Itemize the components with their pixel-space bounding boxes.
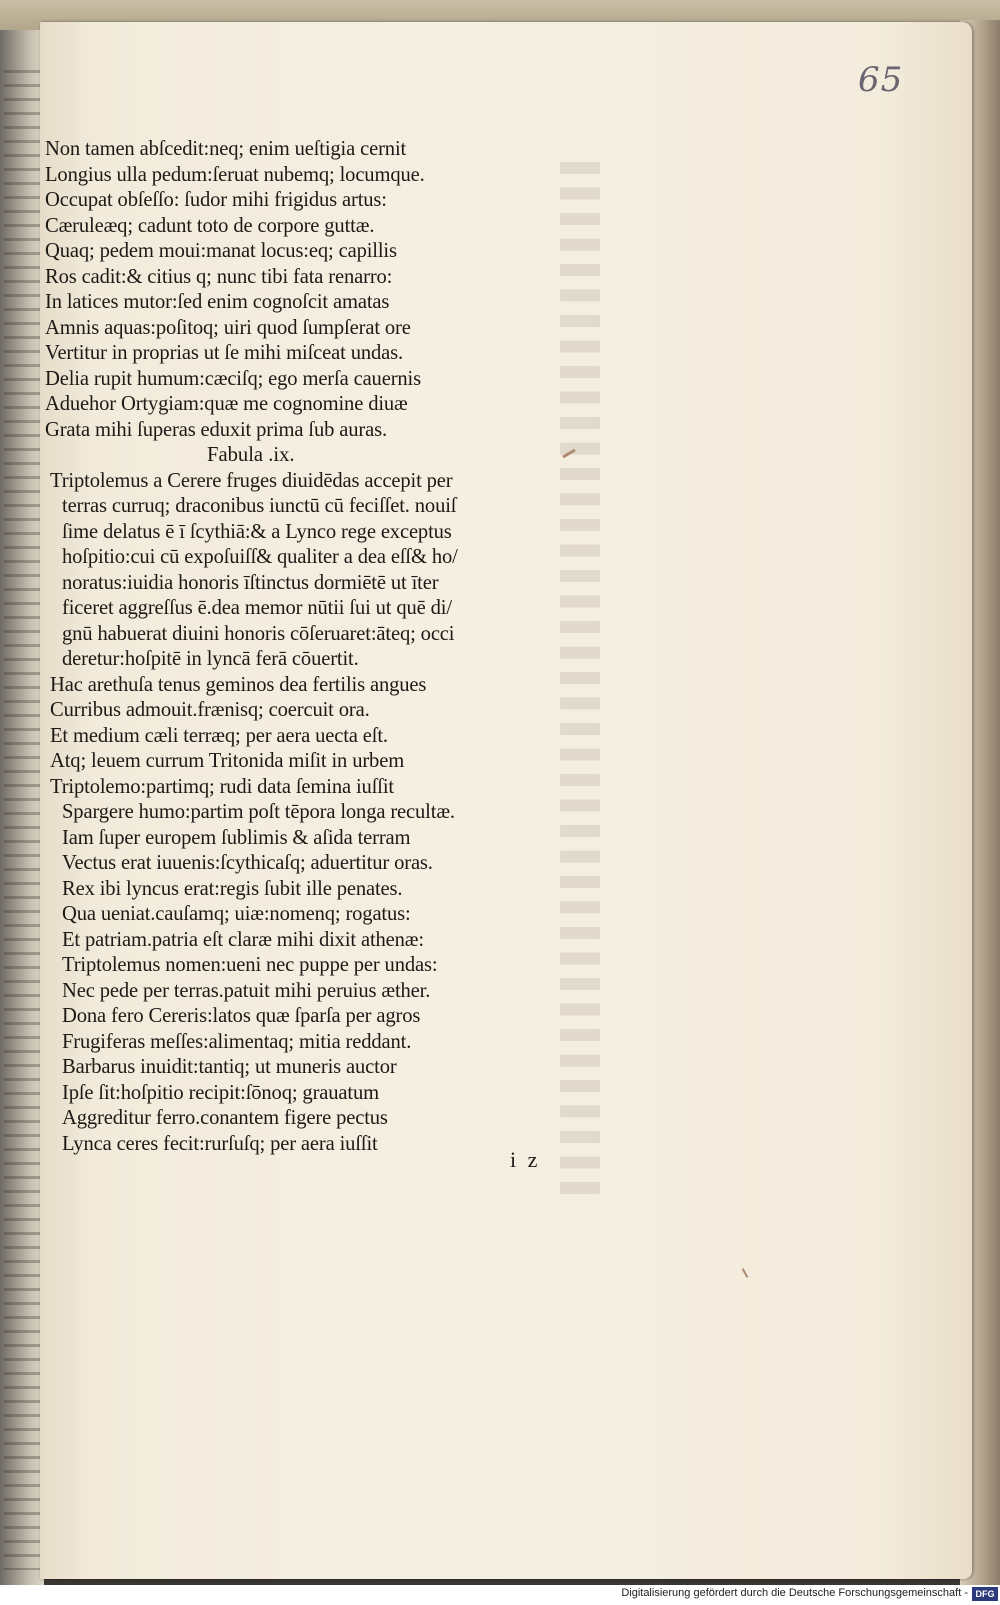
text-line: Non tamen abſcedit:neq; enim ueſtigia cernit	[45, 138, 407, 160]
show-through-text	[560, 162, 600, 1202]
verse-line: Triptolemus nomen:ueni nec puppe per undas:	[62, 954, 438, 976]
verse-line: Nec pede per terras.patuit mihi peruius æther.	[62, 979, 431, 1002]
argument-line: ficeret aggreſſus ē.dea memor nūtii ſui ut quē di/	[62, 597, 452, 619]
argument-line: Triptolemus a Cerere fruges diuidēdas accepit per	[50, 469, 453, 492]
verse-line: Vectus erat iuuenis:ſcythicaſq; aduertitur oras.	[62, 852, 433, 874]
verse-line: Et patriam.patria eſt claræ mihi dixit athenæ:	[62, 928, 424, 951]
text-line: Delia rupit humum:cæciſq; ego merſa cauernis	[45, 367, 421, 390]
facing-page-edge	[0, 30, 44, 1585]
argument-line: ſime delatus ē ī ſcythiā:& a Lynco rege exceptus	[62, 520, 452, 543]
verse-line: Curribus admouit.frænisq; coercuit ora.	[50, 699, 370, 721]
argument-line: noratus:iuidia honoris īſtinctus dormiētē ut īter	[62, 571, 439, 594]
verse-line: Ipſe ſit:hoſpitio recipit:ſōnoq; grauatum	[62, 1081, 379, 1104]
paper-blemish	[742, 1268, 749, 1278]
text-line: Quaq; pedem moui:manat locus:eq; capillis	[45, 240, 397, 262]
argument-line: terras curruq; draconibus iunctū cū feciſſet. nouiſ	[62, 495, 457, 517]
text-line: Longius ulla pedum:ſeruat nubemq; locumque.	[45, 163, 425, 186]
verse-line: Spargere humo:partim poſt tēpora longa recultæ.	[62, 801, 455, 823]
verse-line: Rex ibi lyncus erat:regis ſubit ille penates.	[62, 877, 403, 900]
verse-line: Qua ueniat.cauſamq; uiæ:nomenq; rogatus:	[62, 903, 411, 925]
text-line: Ros cadit:& citius q; nunc tibi fata renarro:	[45, 265, 393, 288]
verse-line: Lynca ceres fecit:rurſuſq; per aera iuſſit	[62, 1132, 378, 1155]
argument-line: gnū habuerat diuini honoris cōſeruaret:āteq; occi	[62, 622, 455, 645]
text-line: Cæruleæq; cadunt toto de corpore guttæ.	[45, 214, 375, 237]
footer-bar	[0, 1585, 1000, 1605]
argument-line: deretur:hoſpitē in lyncā ferā cōuertit.	[62, 648, 359, 670]
main-text	[45, 137, 565, 1157]
text-line: Grata mihi ſuperas eduxit prima ſub auras.	[45, 418, 387, 441]
verse-line: Hac arethuſa tenus geminos dea fertilis angues	[50, 673, 427, 696]
verse-line: Et medium cæli terræq; per aera uecta eſt.	[50, 724, 388, 747]
text-line: Amnis aquas:poſitoq; uiri quod ſumpſerat ore	[45, 316, 411, 339]
verse-line: Aggreditur ferro.conantem figere pectus	[62, 1107, 388, 1129]
verse-line: Atq; leuem currum Tritonida miſit in urbem	[50, 750, 405, 772]
text-line: Occupat obſeſſo: ſudor mihi frigidus artus:	[45, 189, 387, 211]
verse-line: Triptolemo:partimq; rudi data ſemina iuſſit	[50, 775, 394, 798]
verse-line: Dona fero Cereris:latos quæ ſparſa per agros	[62, 1005, 421, 1027]
argument-line: hoſpitio:cui cū expoſuiſſ& qualiter a dea eſſ& ho/	[62, 546, 458, 568]
text-line: Vertitur in proprias ut ſe mihi miſceat undas.	[45, 342, 403, 364]
folio-number: 65	[858, 60, 904, 100]
dfg-logo: DFG	[972, 1587, 998, 1601]
text-line: In latices mutor:ſed enim cognoſcit amatas	[45, 291, 390, 313]
facing-page-text-shadow	[4, 70, 40, 1570]
signature-mark: i z	[510, 1147, 541, 1172]
funding-credit: Digitalisierung gefördert durch die Deutsche Forschungsgemeinschaft -	[621, 1587, 968, 1599]
fabula-heading: Fabula .ix.	[207, 444, 295, 466]
verse-line: Barbarus inuidit:tantiq; ut muneris auctor	[62, 1056, 397, 1078]
text-line: Aduehor Ortygiam:quæ me cognomine diuæ	[45, 393, 408, 415]
verse-line: Iam ſuper europem ſublimis & aſida terram	[62, 826, 411, 849]
verse-line: Frugiferas meſſes:alimentaq; mitia reddant.	[62, 1030, 412, 1053]
